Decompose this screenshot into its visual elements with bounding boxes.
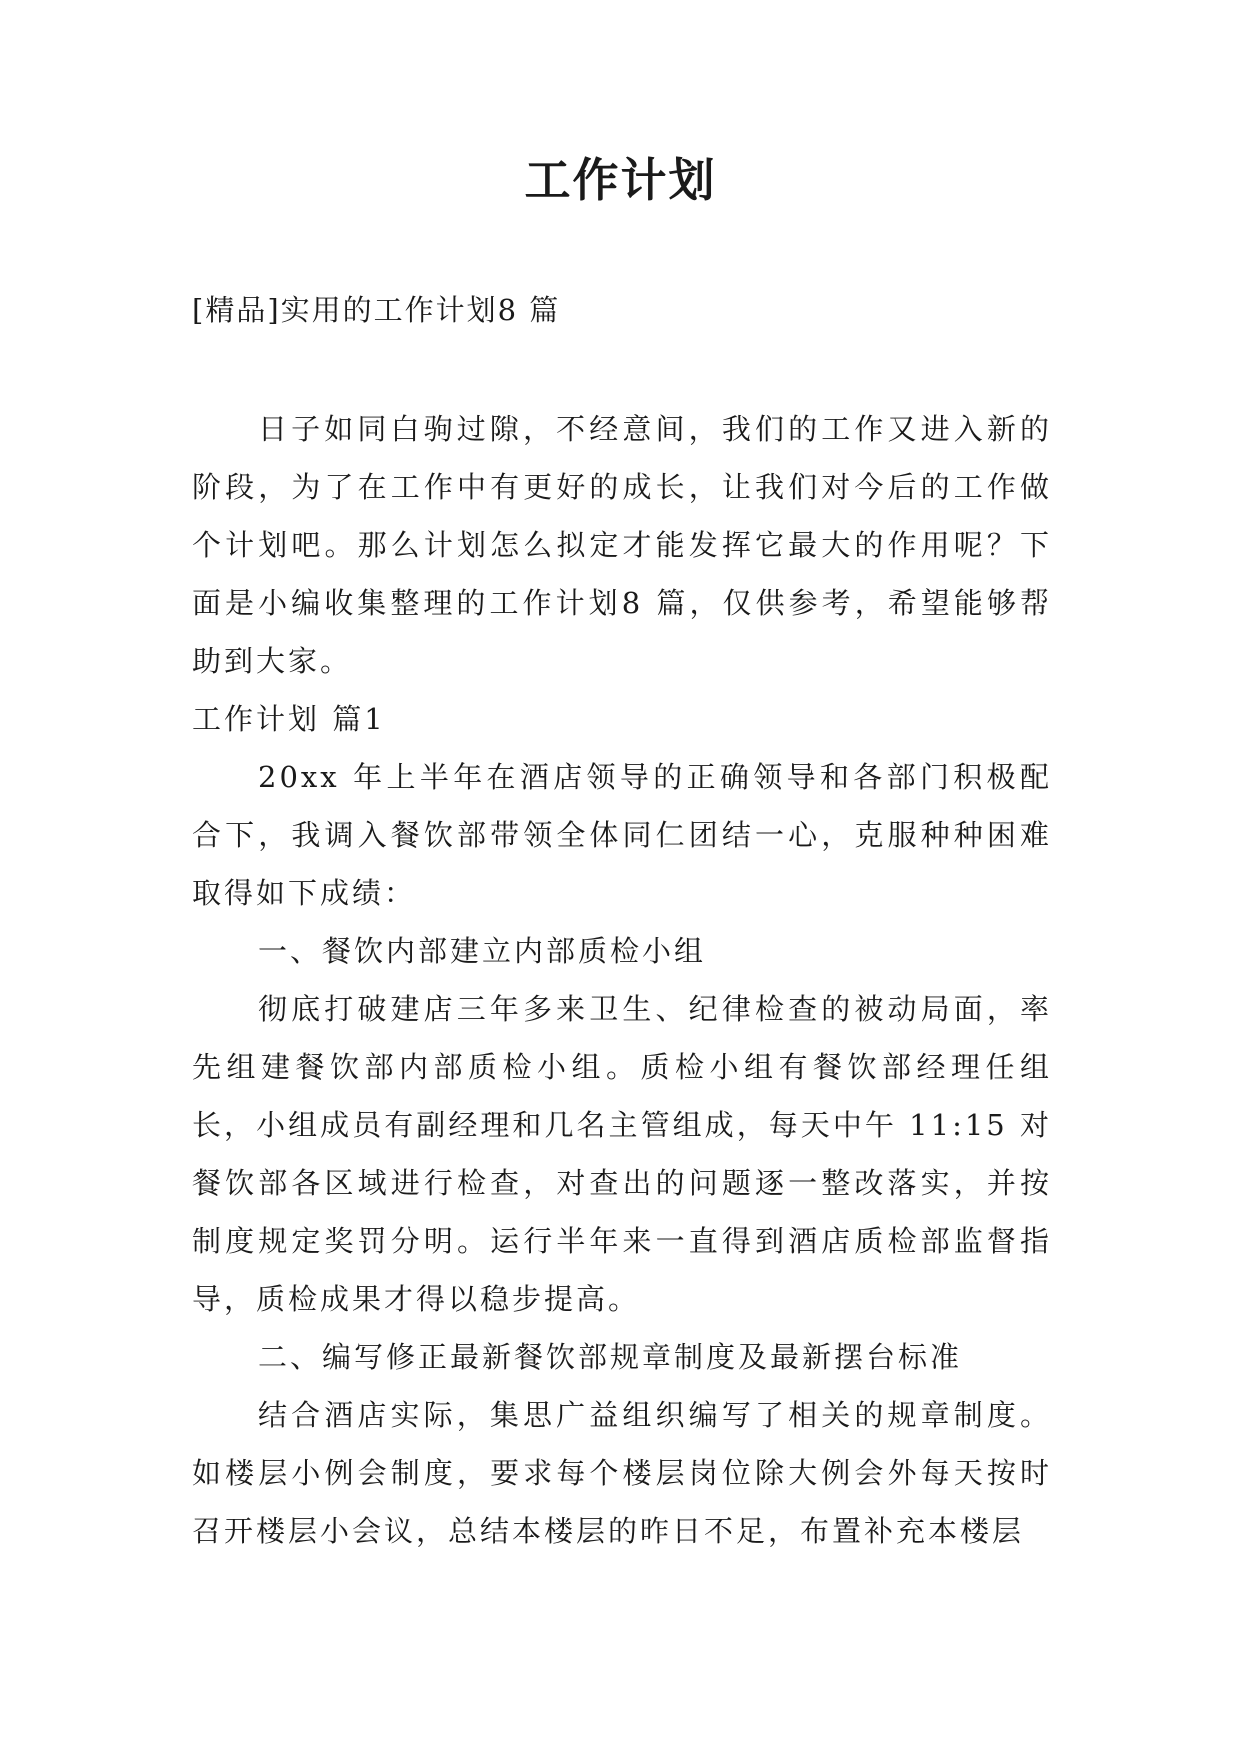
document-subtitle: [精品]实用的工作计划8 篇 xyxy=(192,293,561,327)
body-paragraph: 彻底打破建店三年多来卫生、纪律检查的被动局面，率先组建餐饮部内部质检小组。质检小组有餐饮部经理任组长，小组成员有副经理和几名主管组成，每天中午 11:15 对餐饮部各区域进行检查，对查出的问题逐一整改落实，并按制度规定奖罚分明。运行半年来一直得到酒店质检部监督指导，质检成果才得以稳步提高。 xyxy=(192,992,1052,1316)
intro-paragraph: 日子如同白驹过隙，不经意间，我们的工作又进入新的阶段，为了在工作中有更好的成长，让我们对今后的工作做个计划吧。那么计划怎么拟定才能发挥它最大的作用呢？下面是小编收集整理的工作计划8 篇，仅供参考，希望能够帮助到大家。 xyxy=(192,412,1052,678)
body-paragraph: 结合酒店实际，集思广益组织编写了相关的规章制度。如楼层小例会制度，要求每个楼层岗位除大例会外每天按时召开楼层小会议，总结本楼层的昨日不足，布置补充本楼层 xyxy=(192,1398,1052,1548)
subsection-heading: 二、编写修正最新餐饮部规章制度及最新摆台标准 xyxy=(258,1340,963,1374)
body-paragraph: 20xx 年上半年在酒店领导的正确领导和各部门积极配合下，我调入餐饮部带领全体同仁团结一心，克服种种困难取得如下成绩： xyxy=(192,760,1052,910)
document-title: 工作计划 xyxy=(524,153,717,207)
section-heading: 工作计划 篇1 xyxy=(192,702,386,736)
document-body xyxy=(192,400,1052,1560)
subsection-heading: 一、餐饮内部建立内部质检小组 xyxy=(258,934,707,968)
